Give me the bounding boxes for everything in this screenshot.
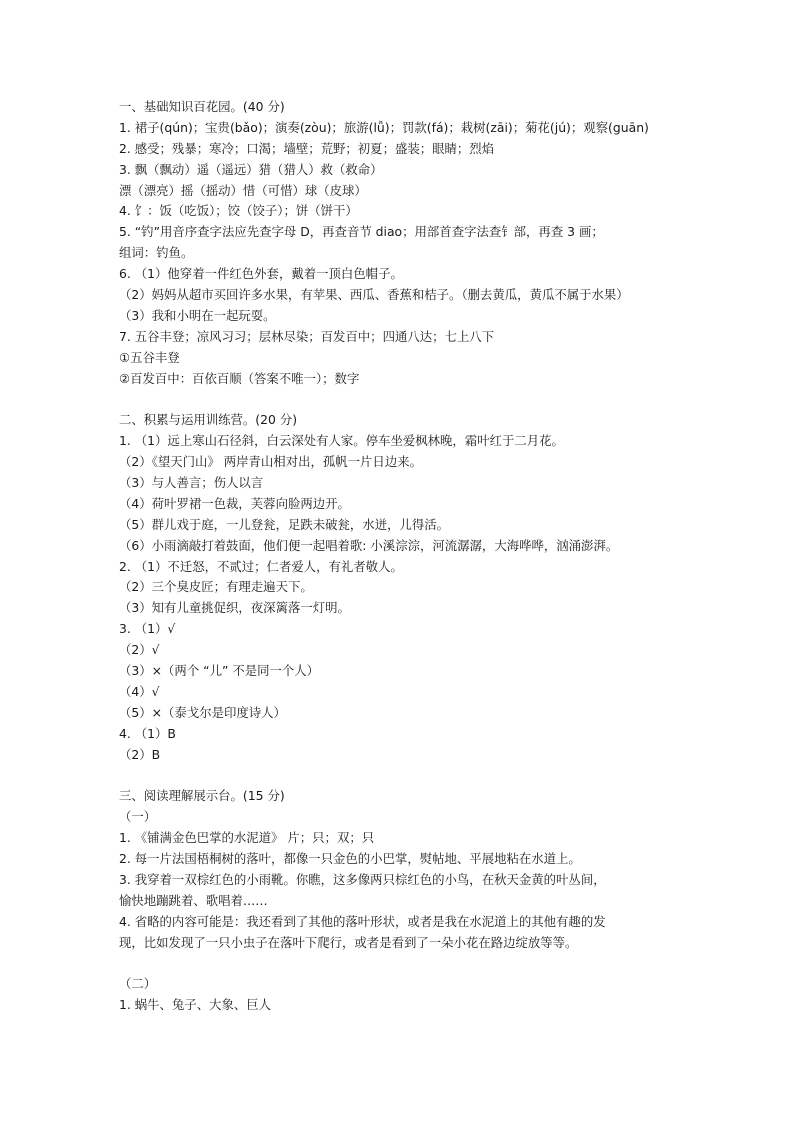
section-heading: 二、积累与运用训练营。(20 分) — [119, 412, 298, 428]
answer-line: （3）知有儿童挑促织，夜深篱落一灯明。 — [119, 600, 350, 616]
answer-line: （3）与人善言；伤人以言 — [119, 475, 264, 491]
answer-line: 4. 省略的内容可能是：我还看到了其他的落叶形状，或者是我在水泥道上的其他有趣的发 — [119, 913, 606, 929]
answer-line: （4）荷叶罗裙一色裁，芙蓉向脸两边开。 — [119, 495, 350, 511]
answer-line: 2. 每一片法国梧桐树的落叶，都像一只金色的小巴掌，熨帖地、平展地粘在水道上。 — [119, 851, 581, 867]
answer-line: 6. （1）他穿着一件红色外套，戴着一顶白色帽子。 — [119, 266, 403, 282]
answer-line: （5）群儿戏于庭，一儿登瓮，足跌未破瓮，水迸，儿得活。 — [119, 516, 450, 532]
answer-line: （一） — [119, 809, 157, 825]
section-spacer — [119, 954, 689, 975]
answer-line: 组词：钓鱼。 — [119, 245, 194, 261]
section-heading: 一、基础知识百花园。(40 分) — [119, 99, 285, 114]
answer-line: （二） — [119, 976, 157, 992]
answer-line: 1. （1）远上寒山石径斜，白云深处有人家。停车坐爱枫林晚，霜叶红于二月花。 — [119, 433, 564, 449]
answer-line: （2）妈妈从超市买回许多水果，有苹果、西瓜、香蕉和桔子。（删去黄瓜，黄瓜不属于水果） — [119, 287, 629, 303]
answer-line: ②百发百中：百依百顺（答案不唯一）；数字 — [119, 370, 360, 386]
section-spacer — [119, 389, 689, 410]
answer-line: 7. 五谷丰登；凉风习习；层林尽染；百发百中；四通八达；七上八下 — [119, 328, 495, 344]
answer-line: 2. （1）不迁怒，不贰过；仁者爱人，有礼者敬人。 — [119, 558, 403, 574]
answer-line: 3. 我穿着一双棕红色的小雨靴。你瞧，这多像两只棕红色的小鸟，在秋天金黄的叶丛间， — [119, 871, 606, 887]
answer-line: ①五谷丰登 — [119, 349, 180, 365]
answer-line: （4）√ — [119, 683, 160, 699]
answer-line: （3）×（两个 “儿” 不是同一个人） — [119, 663, 320, 679]
answer-line: 5. “钓”用音序查字法应先查字母 D，再查音节 diao；用部首查字法查钅部，再查 3 画； — [119, 224, 604, 240]
answer-line: 1. 裙子(qún)；宝贵(bǎo)；演奏(zòu)；旅游(lǚ)；罚款(fá)；栽树(zāi)；菊花(jú)；观察(guān) — [119, 119, 649, 135]
answer-line: 愉快地蹦跳着、歌唱着…… — [119, 892, 268, 908]
answer-line: 3. （1）√ — [119, 621, 176, 637]
answer-line: （2）√ — [119, 642, 160, 658]
answer-line: （5）×（泰戈尔是印度诗人） — [119, 704, 286, 720]
section-accumulation — [119, 410, 689, 765]
answer-line: 1. 蜗牛、兔子、大象、巨人 — [119, 997, 272, 1013]
section-heading: 三、阅读理解展示台。(15 分) — [119, 788, 285, 804]
answer-line: （3）我和小明在一起玩耍。 — [119, 307, 276, 323]
answer-line: 4. （1）B — [119, 725, 176, 741]
answer-line: 1. 《铺满金色巴掌的水泥道》 片；只；双；只 — [119, 830, 375, 846]
answer-line: 2. 感受；残暴；寒冷；口渴；墙壁；荒野；初夏；盛装；眼睛；烈焰 — [119, 140, 495, 156]
section-basic-knowledge — [119, 97, 689, 389]
answer-line: 4. 饣：饭（吃饭）；饺（饺子）；饼（饼干） — [119, 203, 358, 219]
answer-line: （6）小雨滴敲打着鼓面，他们便一起唱着歌: 小溪淙淙，河流潺潺，大海哗哗，汹涌澎湃。 — [119, 537, 619, 553]
section-reading-part-two — [119, 974, 689, 1016]
answer-line: （2）B — [119, 746, 161, 762]
section-spacer — [119, 766, 689, 787]
answer-line: 漂（漂亮）摇（摇动）惜（可惜）球（皮球） — [119, 182, 367, 198]
answer-line: 现，比如发现了一只小虫子在落叶下爬行，或者是看到了一朵小花在路边绽放等等。 — [119, 934, 578, 950]
answer-line: 3. 飘（飘动）遥（遥远）猎（猎人）救（救命） — [119, 161, 383, 177]
answer-line: （2）三个臭皮匠；有理走遍天下。 — [119, 579, 313, 595]
answer-document — [119, 97, 689, 1016]
answer-line: （2）《望天门山》 两岸青山相对出，孤帆一片日边来。 — [119, 454, 422, 470]
section-reading — [119, 786, 689, 953]
